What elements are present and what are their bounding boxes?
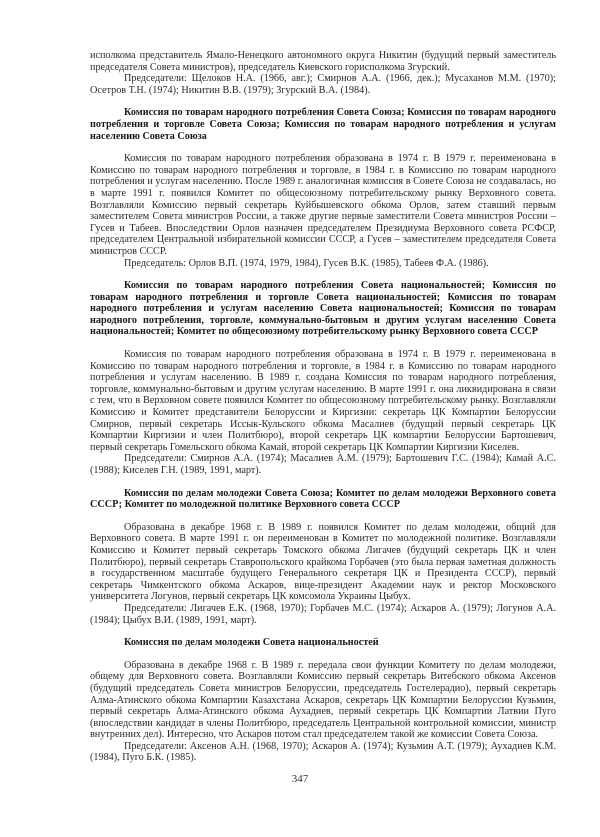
paragraph-continuation: исполкома представитель Ямало-Ненецкого автономного округа Никитин (будущий первый заместитель председателя Совета министров), председатель Киевского горисполкома Згурский.	[90, 50, 556, 73]
chairmen-list: Председатель: Орлов В.П. (1974, 1979, 1984), Гусев В.К. (1985), Табеев Ф.А. (1986).	[124, 257, 489, 269]
section-paragraph: Образована в декабре 1968 г. В 1989 г. передала свои функции Комитету по делам молодежи, общему для Верховного совета. Возглавляли Комиссию первый секретарь Витебского обкома Аксенов (будущий председатель Совета министров Белоруссии, председатель Гостелерадио), первый секретарь Алма-Атинского обкома Компартии Казахстана Аскаров, секретарь ЦК Компартии Белоруссии Кузьмин, первый секретарь Алма-Атинского обкома Аухадиев, первый секретарь ЦК Компартии Латвии Пуго (впоследствии кандидат в члены Политбюро, председатель Центральной контрольной комиссии, министр внутренних дел). Интересно, что Аскаров потом стал председателем такой же комиссии Совета Союза.	[90, 659, 556, 741]
section-paragraph: Комиссия по товарам народного потребления образована в 1974 г. В 1979 г. переименована в Комиссию по товарам народного потребления и торговле, в 1984 г. в Комиссию по товарам народного потребления и услугам населению. В 1989 г. создана Комиссия по товарам народного потребления, торговле, коммунально-бытовым и другим услугам населению. В марте 1991 г. она ликвидирована в связи с тем, что в Верховном совете появился Комитет по общесоюзному потребительскому рынку. Возглавляли Комиссию и Комитет представители Белоруссии и Киргизии: секретарь ЦК Компартии Белоруссии Смирнов, первый секретарь Иссык-Кульского обкома Масалиев (будущий первый секретарь ЦК Компартии Киргизии и член Политбюро), второй секретарь ЦК компартии Белоруссии Бартошевич, первый секретарь Гомельского обкома Камай, второй секретарь ЦК Компартии Киргизии Киселев.	[90, 349, 556, 453]
section-paragraph: Образована в декабре 1968 г. В 1989 г. появился Комитет по делам молодежи, общий для Верховного совета. В марте 1991 г. он переименован в Комитет по молодежной политике. Возглавляли Комиссию и Комитет первый секретарь Томского обкома Лигачев (будущий секретарь ЦК и член Политбюро), первый секретарь Ставропольского крайкома Горбачев (это была первая заметная должность в государственном масштабе будущего Генерального секретаря ЦК и Президента СССР), первый секретарь Чимкентского обкома Аскаров, вице-президент Академии наук и ректор Московского университета Логунов, первый секретарь ЦК комсомола Украины Цыбух.	[90, 521, 556, 603]
section-heading: Комиссия по товарам народного потребления Совета Союза; Комиссия по товарам народного потребления и торговле Совета Союза; Комиссия по товарам народного потребления и услугам населению Совета Союза	[90, 107, 556, 142]
chairmen-list: Председатели: Смирнов А.А. (1974); Масалиев А.М. (1979); Бартошевич Г.С. (1984); Камай А.С. (1988); Киселев Г.Н. (1989, 1991, март).	[90, 453, 556, 476]
section-paragraph: Комиссия по товарам народного потребления образована в 1974 г. В 1979 г. переименована в Комиссию по товарам народного потребления и торговле, в 1984 г. в Комиссию по товарам народного потребления и услугам населению. После 1989 г. аналогичная комиссия в Совете Союза не создавалась, но в марте 1991 г. появился Комитет по общесоюзному потребительскому рынку Верховного совета. Возглавляли Комиссию первый секретарь Куйбышевского обкома Орлов, затем ставший первым заместителем Совета министров России, а также другие первые заместители Совета министров России – Гусев и Табеев. Впоследствии Орлов назначен председателем Президиума Верховного совета РСФСР, председателем Центральной избирательной комиссии СССР, а Гусев – заместителем председателя Совета министров СССР.	[90, 153, 556, 257]
section-heading: Комиссия по делам молодежи Совета национальностей	[124, 637, 379, 649]
page-number: 347	[291, 773, 309, 785]
document-page	[90, 50, 556, 764]
chairmen-list: Председатели: Аксенов А.Н. (1968, 1970); Аскаров А. (1974); Кузьмин А.Т. (1979); Аухадиев К.М. (1984), Пуго Б.К. (1985).	[90, 740, 556, 764]
chairmen-list: Председатели: Лигачев Е.К. (1968, 1970); Горбачев М.С. (1974); Аскаров А. (1979); Логунов А.А. (1984); Цыбух В.И. (1989, 1991, март).	[90, 602, 556, 626]
section-heading: Комиссия по товарам народного потребления Совета национальностей; Комиссия по товарам народного потребления и торговле Совета национальностей; Комиссия по товарам народного потребления и услугам населению Совета национальностей; Комиссия по товарам народного потребления, торговле, коммунально-бытовым и другим услугам населению Совета национальностей; Комитет по общесоюзному потребительскому рынку Верховного совета СССР	[90, 280, 556, 338]
chairmen-list: Председатели: Щелоков Н.А. (1966, авг.); Смирнов А.А. (1966, дек.); Мусаханов М.М. (1970); Осетров Т.Н. (1974); Никитин В.В. (1979); Згурский В.А. (1984).	[90, 73, 556, 96]
section-heading: Комиссия по делам молодежи Совета Союза; Комитет по делам молодежи Верховного совета СССР; Комитет по молодежной политике Верховного совета СССР	[90, 487, 556, 511]
